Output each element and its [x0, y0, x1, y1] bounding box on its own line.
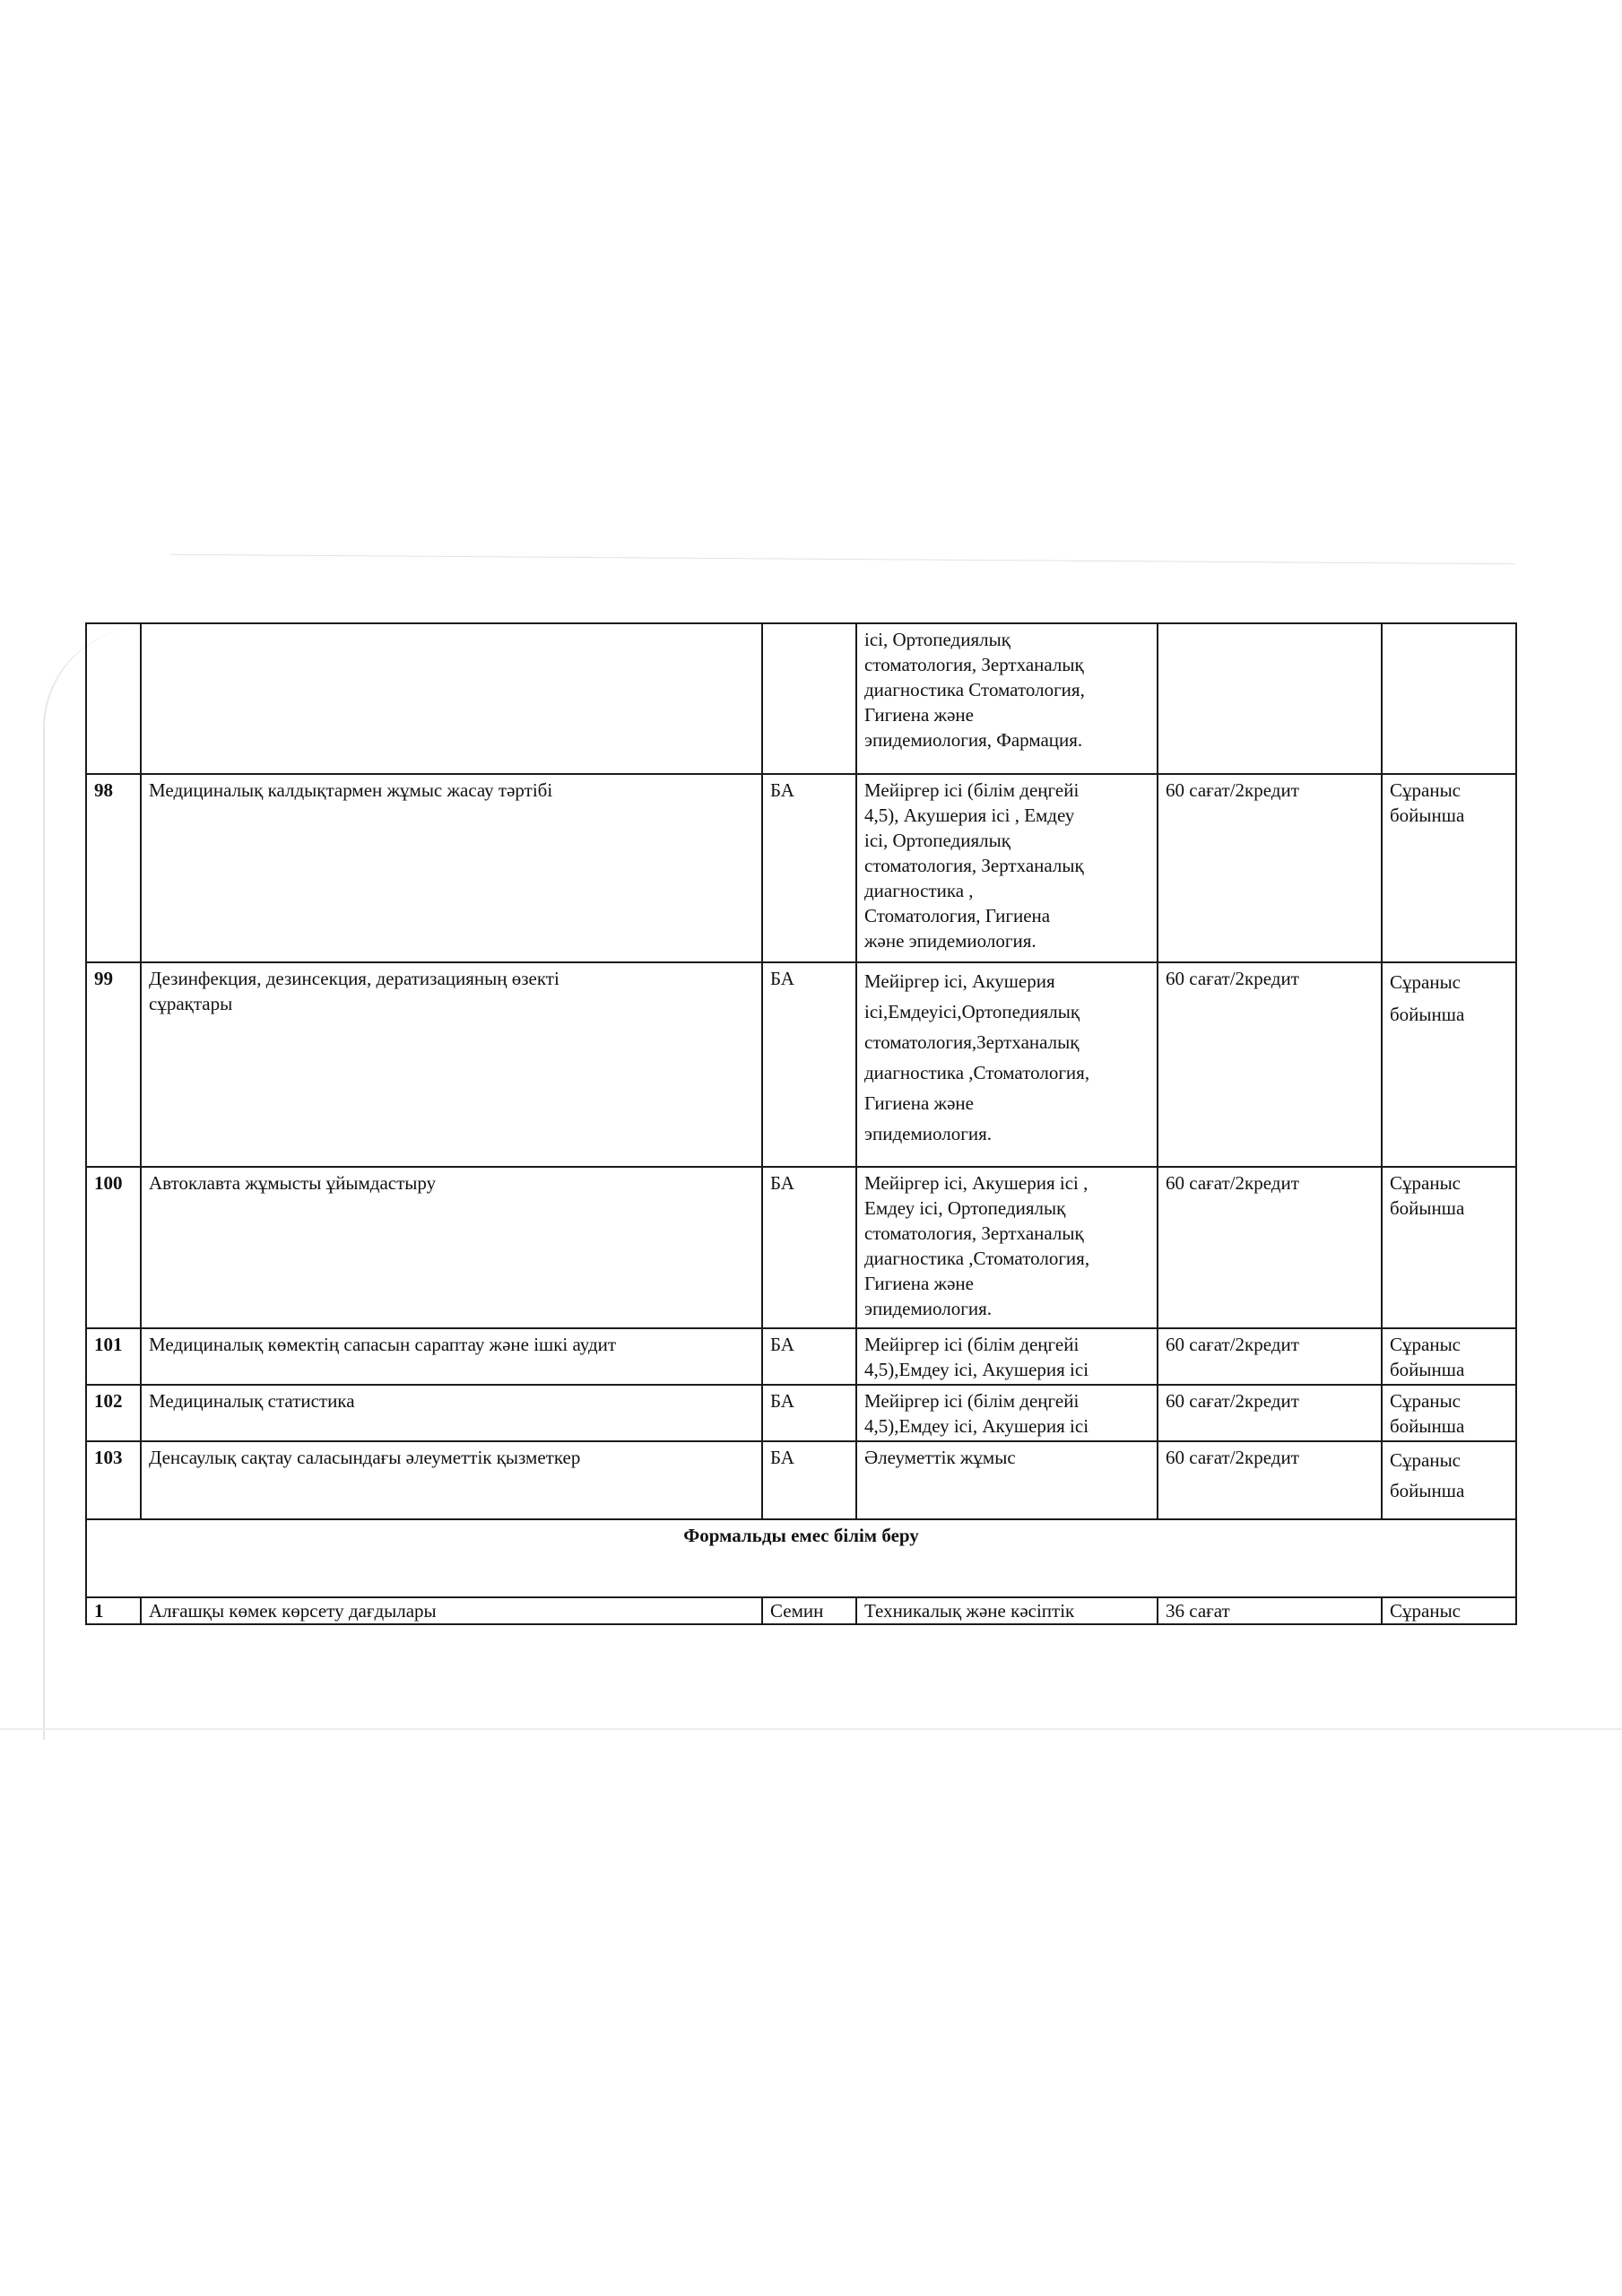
- course-type: БА: [762, 1328, 856, 1385]
- course-type: БА: [762, 1441, 856, 1519]
- table-row: [86, 774, 1516, 962]
- course-name: Денсаулық сақтау саласындағы әлеуметтік қызметкер: [141, 1441, 762, 1519]
- course-specialty: Техникалық және кәсіптік: [856, 1597, 1158, 1624]
- course-mode: Сұраныс бойынша: [1382, 962, 1516, 1167]
- course-specialty: Мейіргер ісі (білім деңгейі 4,5),Емдеу ісі, Акушерия ісі: [856, 1328, 1158, 1385]
- course-hours: 60 сағат/2кредит: [1158, 774, 1382, 962]
- course-specialty: Мейіргер ісі, Акушерия ісі,Емдеуісі,Ортопедиялық стоматология,Зертханалық диагностика ,Стоматология, Гигиена және эпидемиология.: [856, 962, 1158, 1167]
- course-mode: Сұраныс бойынша: [1382, 1328, 1516, 1385]
- course-hours: 60 сағат/2кредит: [1158, 1385, 1382, 1441]
- course-type: БА: [762, 962, 856, 1167]
- section-heading: Формальды емес білім беру: [86, 1519, 1516, 1597]
- row-number: 98: [86, 774, 141, 962]
- table-row: [86, 1167, 1516, 1328]
- courses-table: [85, 622, 1517, 1625]
- course-specialty: Мейіргер ісі (білім деңгейі 4,5),Емдеу ісі, Акушерия ісі: [856, 1385, 1158, 1441]
- sheet-bottom-edge: [0, 1728, 1622, 1730]
- sheet-top-edge: [170, 554, 1515, 564]
- row-number: 103: [86, 1441, 141, 1519]
- course-name: Медициналық калдықтармен жұмыс жасау тәртібі: [141, 774, 762, 962]
- row-number: 101: [86, 1328, 141, 1385]
- course-mode: Сұраныс бойынша: [1382, 774, 1516, 962]
- table-row: [86, 1597, 1516, 1624]
- table-row: [86, 623, 1516, 774]
- course-name: Медициналық көмектің сапасын сараптау және ішкі аудит: [141, 1328, 762, 1385]
- course-type: БА: [762, 1167, 856, 1328]
- course-hours: 60 сағат/2кредит: [1158, 1441, 1382, 1519]
- row-number: [86, 623, 141, 774]
- course-mode: Сұраныс: [1382, 1597, 1516, 1624]
- table-row: [86, 1385, 1516, 1441]
- course-type: Семин: [762, 1597, 856, 1624]
- table-row: [86, 962, 1516, 1167]
- course-specialty: Мейіргер ісі (білім деңгейі 4,5), Акушерия ісі , Емдеу ісі, Ортопедиялық стоматология, Зертханалық диагностика , Стоматология, Гигиена және эпидемиология.: [856, 774, 1158, 962]
- course-name: Алғашқы көмек көрсету дағдылары: [141, 1597, 762, 1624]
- course-specialty: ісі, Ортопедиялық стоматология, Зертханалық диагностика Стоматология, Гигиена және эпидемиология, Фармация.: [856, 623, 1158, 774]
- row-number: 1: [86, 1597, 141, 1624]
- course-hours: 60 сағат/2кредит: [1158, 1328, 1382, 1385]
- course-mode: Сұраныс бойынша: [1382, 1167, 1516, 1328]
- course-hours: 60 сағат/2кредит: [1158, 1167, 1382, 1328]
- course-hours: 60 сағат/2кредит: [1158, 962, 1382, 1167]
- row-number: 102: [86, 1385, 141, 1441]
- course-mode: Сұраныс бойынша: [1382, 1385, 1516, 1441]
- course-specialty: Мейіргер ісі, Акушерия ісі , Емдеу ісі, Ортопедиялық стоматология, Зертханалық диагностика ,Стоматология, Гигиена және эпидемиология.: [856, 1167, 1158, 1328]
- row-number: 100: [86, 1167, 141, 1328]
- course-type: БА: [762, 1385, 856, 1441]
- course-mode: [1382, 623, 1516, 774]
- course-name: Автоклавта жұмысты ұйымдастыру: [141, 1167, 762, 1328]
- course-specialty: Әлеуметтік жұмыс: [856, 1441, 1158, 1519]
- course-mode: Сұраныс бойынша: [1382, 1441, 1516, 1519]
- course-name: Медициналық статистика: [141, 1385, 762, 1441]
- course-hours: [1158, 623, 1382, 774]
- table-row: [86, 1328, 1516, 1385]
- course-type: [762, 623, 856, 774]
- course-name: [141, 623, 762, 774]
- course-type: БА: [762, 774, 856, 962]
- course-name: Дезинфекция, дезинсекция, дератизацияның өзекті сұрақтары: [141, 962, 762, 1167]
- section-row: [86, 1519, 1516, 1597]
- row-number: 99: [86, 962, 141, 1167]
- table-row: [86, 1441, 1516, 1519]
- course-hours: 36 сағат: [1158, 1597, 1382, 1624]
